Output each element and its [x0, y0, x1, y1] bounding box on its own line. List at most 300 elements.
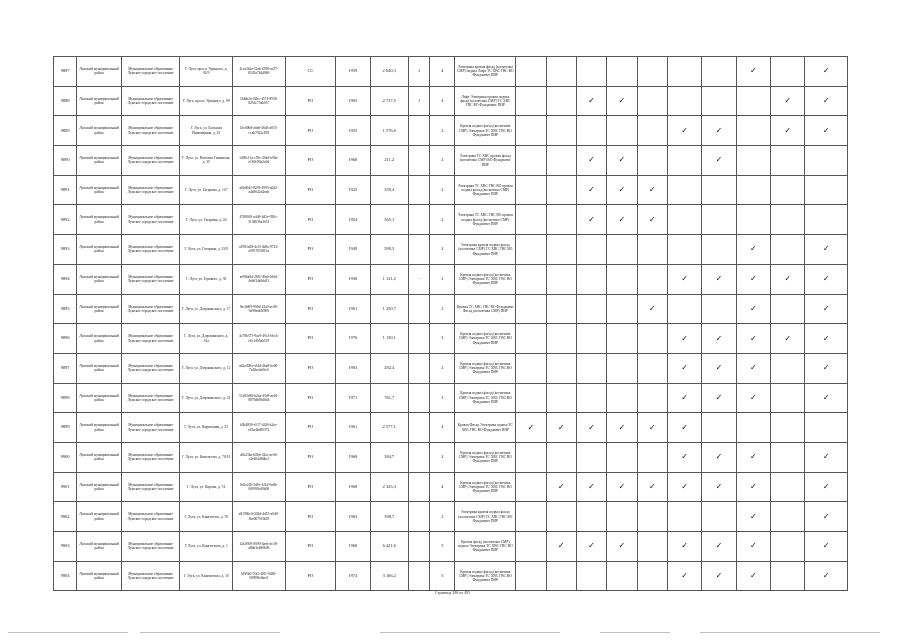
management-form-cell: РО [285, 561, 336, 591]
guid-cell: 0d1e226-5d0c-4f1d-9a0b-0f0990cd9b00 [233, 472, 286, 502]
address-cell: Г. Луга, ул. Гагарина, д. 33/9 [180, 235, 233, 265]
check-mark-icon: ✓ [715, 392, 723, 402]
settlement-cell: Муниципальное образование Лужское городское поселение [121, 324, 180, 354]
housing-register-table [53, 56, 848, 591]
check-cell [771, 442, 805, 472]
check-cell [771, 413, 805, 443]
district-cell: Лужский муниципальный район [77, 472, 122, 502]
check-mark-icon: ✓ [681, 452, 688, 462]
works-list-cell: Кровля подвал фасад (косметика СМР) Электрика ТС ХВС ГВС ВО Фундамент ПИР [455, 472, 516, 502]
check-cell [516, 235, 546, 265]
settlement-cell: Муниципальное образование Лужское городское поселение [121, 175, 180, 205]
guid-cell: 51e82e80-b2aa-45e8-ae26-8876468fd0d4 [233, 383, 286, 413]
area-cell: 2 737,5 [370, 86, 408, 116]
check-cell [805, 264, 848, 294]
area-cell: 211,2 [370, 146, 408, 176]
check-cell [576, 116, 606, 146]
check-cell [637, 116, 667, 146]
check-cell [516, 324, 546, 354]
address-cell: Г. Луга, ул. Кингисепп, д. 78 [180, 502, 233, 532]
management-form-cell: РО [285, 294, 336, 324]
district-cell: Лужский муниципальный район [77, 175, 122, 205]
check-mark-icon: ✓ [681, 274, 688, 284]
table-row [54, 294, 848, 324]
check-cell [516, 383, 546, 413]
address-cell: Г. Луга, просп. Урицкого, д. 92/9 [180, 57, 233, 87]
check-cell [702, 86, 736, 116]
floors-a-cell [408, 472, 429, 502]
check-cell [576, 294, 606, 324]
check-cell [546, 235, 576, 265]
area-cell: 282,4 [370, 353, 408, 383]
table-row [54, 264, 848, 294]
check-mark-icon: ✓ [749, 571, 757, 581]
check-cell [607, 175, 637, 205]
floors-a-cell [408, 383, 429, 413]
row-number: 9898 [54, 383, 77, 413]
settlement-cell: Муниципальное образование Лужское городское поселение [121, 383, 180, 413]
check-mark-icon: ✓ [715, 333, 723, 343]
check-cell [805, 324, 848, 354]
check-mark-icon: ✓ [749, 66, 757, 76]
check-cell [637, 324, 667, 354]
floors-b-cell: 4 [430, 57, 455, 87]
year-cell: 1949 [336, 235, 370, 265]
check-cell [607, 413, 637, 443]
year-cell: 1963 [336, 502, 370, 532]
check-mark-icon: ✓ [588, 422, 595, 432]
check-cell [546, 116, 576, 146]
check-cell [637, 353, 667, 383]
settlement-cell: Муниципальное образование Лужское городское поселение [121, 413, 180, 443]
table-row [54, 442, 848, 472]
guid-cell: a1981a58-4c5f-4d8a-9723-e0917f03813a [233, 235, 286, 265]
check-mark-icon: ✓ [618, 481, 626, 491]
settlement-cell: Муниципальное образование Лужское городское поселение [121, 86, 180, 116]
check-cell [702, 561, 736, 591]
check-cell [667, 561, 701, 591]
check-cell [546, 57, 576, 87]
area-cell: 2 640,3 [370, 57, 408, 87]
check-cell [607, 116, 637, 146]
works-list-cell: Кровля подвал фасад (косметика СМР) Электрика ТС ХВС ГВС ВО Фундамент ПИР [455, 383, 516, 413]
check-mark-icon: ✓ [822, 392, 830, 402]
check-cell [736, 294, 770, 324]
row-number: 9901 [54, 472, 77, 502]
check-mark-icon: ✓ [784, 96, 792, 106]
check-cell [805, 561, 848, 591]
year-cell: 1959 [336, 57, 370, 87]
district-cell: Лужский муниципальный район [77, 353, 122, 383]
check-mark-icon: ✓ [588, 155, 595, 165]
check-mark-icon: ✓ [648, 214, 656, 224]
check-cell [702, 264, 736, 294]
management-form-cell: РО [285, 116, 336, 146]
check-mark-icon: ✓ [715, 571, 723, 581]
scan-footer-strip [0, 632, 905, 636]
table-row [54, 532, 848, 562]
management-form-cell: СС [285, 57, 336, 87]
page-number: Страница 286 из 493 [434, 590, 471, 595]
check-cell [637, 472, 667, 502]
check-mark-icon: ✓ [681, 125, 688, 135]
check-cell [805, 383, 848, 413]
table-row [54, 146, 848, 176]
works-list-cell: Кровля подвал фасад (косметика СМР) Электрика ТС ХВС ГВС ВО Фундамент ПИР [455, 116, 516, 146]
check-cell [546, 353, 576, 383]
address-cell: Г. Луга, просп. Урицкого, д. 99 [180, 86, 233, 116]
check-cell [516, 86, 546, 116]
check-cell [805, 294, 848, 324]
floors-b-cell: 5 [430, 532, 455, 562]
check-cell [546, 472, 576, 502]
check-mark-icon: ✓ [749, 452, 757, 462]
check-cell [702, 294, 736, 324]
check-mark-icon: ✓ [749, 392, 757, 402]
guid-cell: b8f5b0-7fa3-4f01-9d38-50999b4bee5 [233, 561, 286, 591]
check-cell [516, 442, 546, 472]
guid-cell: ae9f6a0d-28f5-49ab-b6fd-4eb034a9dd13 [233, 264, 286, 294]
check-cell [546, 86, 576, 116]
table-row [54, 472, 848, 502]
check-cell [736, 353, 770, 383]
check-cell [516, 205, 546, 235]
address-cell: Г. Луга, ул. Гагарина, д. 147 [180, 175, 233, 205]
check-cell [637, 294, 667, 324]
check-cell [805, 353, 848, 383]
check-cell [637, 205, 667, 235]
settlement-cell: Муниципальное образование Лужское городское поселение [121, 561, 180, 591]
check-mark-icon: ✓ [784, 125, 792, 135]
district-cell: Лужский муниципальный район [77, 57, 122, 87]
management-form-cell: РО [285, 324, 336, 354]
check-cell [607, 57, 637, 87]
check-cell [736, 502, 770, 532]
floors-a-cell [408, 353, 429, 383]
area-cell: 2 325,3 [370, 472, 408, 502]
check-cell [637, 532, 667, 562]
check-mark-icon: ✓ [681, 481, 688, 491]
floors-b-cell: 2 [430, 175, 455, 205]
district-cell: Лужский муниципальный район [77, 146, 122, 176]
table-row [54, 324, 848, 354]
row-number: 9904 [54, 561, 77, 591]
area-cell: 1 576,6 [370, 116, 408, 146]
check-cell [607, 383, 637, 413]
check-cell [736, 472, 770, 502]
area-cell: 384,7 [370, 442, 408, 472]
check-cell [607, 532, 637, 562]
table-row [54, 502, 848, 532]
check-cell [546, 561, 576, 591]
check-cell [546, 383, 576, 413]
check-mark-icon: ✓ [681, 541, 688, 551]
check-cell [736, 146, 770, 176]
check-mark-icon: ✓ [715, 155, 723, 165]
check-cell [805, 86, 848, 116]
table-row [54, 383, 848, 413]
area-cell: 398,7 [370, 502, 408, 532]
check-cell [736, 264, 770, 294]
check-cell [771, 324, 805, 354]
floors-a-cell: - [408, 264, 429, 294]
check-mark-icon: ✓ [749, 303, 757, 313]
check-cell [667, 324, 701, 354]
area-cell: 590,3 [370, 235, 408, 265]
check-mark-icon: ✓ [715, 452, 723, 462]
address-cell: Г. Луга, ул. Василия Тимашова, д. 35 [180, 146, 233, 176]
year-cell: 1965 [336, 86, 370, 116]
guid-cell: 4cca3b2e-f2ab-4598-ac57-8345a7b2d860 [233, 57, 286, 87]
check-cell [576, 383, 606, 413]
floors-a-cell [408, 324, 429, 354]
check-cell [805, 116, 848, 146]
check-mark-icon: ✓ [681, 571, 688, 581]
management-form-cell: РО [285, 472, 336, 502]
floors-b-cell: 4 [430, 86, 455, 116]
row-number: 9896 [54, 324, 77, 354]
check-cell [702, 353, 736, 383]
check-cell [805, 57, 848, 87]
address-cell: Г. Луга, ул. Дзержинского, д. 31 [180, 383, 233, 413]
guid-cell: f2a3f9f0-0000-4aeb-bc38-a8bb3e480b06 [233, 532, 286, 562]
check-cell [516, 116, 546, 146]
table-row [54, 57, 848, 87]
check-cell [805, 205, 848, 235]
row-number: 9899 [54, 413, 77, 443]
check-mark-icon: ✓ [588, 96, 595, 106]
check-cell [516, 175, 546, 205]
address-cell: Г. Луга, ул. Большая Инженерная, д. 25 [180, 116, 233, 146]
row-number: 9894 [54, 264, 77, 294]
check-cell [516, 294, 546, 324]
address-cell: Г. Луга, ул. Гагарина, д. 24 [180, 205, 233, 235]
check-cell [667, 353, 701, 383]
check-mark-icon: ✓ [715, 363, 723, 373]
check-mark-icon: ✓ [557, 481, 565, 491]
year-cell: 1976 [336, 324, 370, 354]
table-row [54, 561, 848, 591]
year-cell: 1961 [336, 413, 370, 443]
settlement-cell: Муниципальное образование Лужское городское поселение [121, 294, 180, 324]
floors-b-cell: 2 [430, 294, 455, 324]
check-cell [607, 235, 637, 265]
check-cell [805, 472, 848, 502]
check-cell [736, 383, 770, 413]
works-list-cell: Электрика ТС ХВС кровля фасад (косметика СМР) ВО Фундамент ПИР [455, 146, 516, 176]
works-list-cell: Кровля ТС ХВС ГВС ВО Фундамент Фасад (косметика СМР) ПИР [455, 294, 516, 324]
check-cell [771, 502, 805, 532]
check-cell [805, 502, 848, 532]
check-cell [805, 146, 848, 176]
check-cell [576, 205, 606, 235]
table-row [54, 353, 848, 383]
table-row [54, 413, 848, 443]
guid-cell: 3f4bb2a-02bc-4574-8936-0254c75ab057 [233, 86, 286, 116]
management-form-cell: РО [285, 502, 336, 532]
floors-a-cell [408, 413, 429, 443]
check-cell [637, 413, 667, 443]
check-mark-icon: ✓ [822, 66, 830, 76]
check-mark-icon: ✓ [715, 125, 723, 135]
check-cell [576, 175, 606, 205]
area-cell: 2 577,1 [370, 413, 408, 443]
table-row [54, 205, 848, 235]
check-cell [771, 57, 805, 87]
settlement-cell: Муниципальное образование Лужское городское поселение [121, 532, 180, 562]
floors-a-cell [408, 235, 429, 265]
check-cell [576, 502, 606, 532]
floors-b-cell: 3 [430, 383, 455, 413]
guid-cell: a5b23ba-b0b6-42ac-ae3d-c4e40d48dbcf [233, 442, 286, 472]
settlement-cell: Муниципальное образование Лужское городское поселение [121, 442, 180, 472]
district-cell: Лужский муниципальный район [77, 205, 122, 235]
works-list-cell: Кровля подвал фасад (косметика СМР) Электрика ТС ХВС ГВС ВО Фундамент ПИР [455, 561, 516, 591]
year-cell: 1961 [336, 294, 370, 324]
check-cell [667, 146, 701, 176]
works-list-cell: Электрика ТС ХВС ГВС ВО кровля подвал фасад (косметика СМР) Фундамент ПИР [455, 205, 516, 235]
floors-b-cell: 2 [430, 502, 455, 532]
floors-a-cell [408, 442, 429, 472]
check-cell [607, 561, 637, 591]
check-mark-icon: ✓ [618, 96, 626, 106]
check-cell [637, 264, 667, 294]
check-mark-icon: ✓ [822, 541, 830, 551]
check-mark-icon: ✓ [784, 333, 792, 343]
check-cell [667, 294, 701, 324]
floors-a-cell [408, 146, 429, 176]
check-cell [546, 532, 576, 562]
address-cell: Г. Луга, ул. Дзержинского, д. 17 [180, 294, 233, 324]
floors-b-cell: 2 [430, 146, 455, 176]
check-cell [516, 264, 546, 294]
row-number: 9902 [54, 502, 77, 532]
check-cell [516, 353, 546, 383]
check-cell [516, 413, 546, 443]
works-list-cell: Кровля Фасад Электрика подвал ТС ХВС ГВС ВО Фундамент ПИР [455, 413, 516, 443]
check-mark-icon: ✓ [822, 481, 830, 491]
check-cell [736, 442, 770, 472]
table-row [54, 235, 848, 265]
management-form-cell: РО [285, 413, 336, 443]
works-list-cell: Электрика кровля подвал фасад (косметика СМР) ТС ХВС ГВС ВО Фундамент ПИР [455, 235, 516, 265]
check-cell [607, 294, 637, 324]
check-cell [771, 561, 805, 591]
check-mark-icon: ✓ [618, 185, 626, 195]
check-cell [516, 57, 546, 87]
check-cell [576, 57, 606, 87]
check-mark-icon: ✓ [681, 392, 688, 402]
guid-cell: 1d09c11a-c59c-40a0-b90a-e160c90a2e0d [233, 146, 286, 176]
works-list-cell: Электрика кровля фасад (косметика СМР) подвал Лифт ТС ХВС ГВС ВО Фундамент ПИР [455, 57, 516, 87]
check-cell [736, 57, 770, 87]
check-mark-icon: ✓ [784, 274, 792, 284]
check-cell [546, 146, 576, 176]
check-mark-icon: ✓ [681, 333, 688, 343]
check-cell [637, 442, 667, 472]
check-mark-icon: ✓ [557, 422, 565, 432]
check-cell [736, 561, 770, 591]
management-form-cell: РО [285, 146, 336, 176]
check-cell [546, 324, 576, 354]
check-cell [516, 561, 546, 591]
row-number: 9900 [54, 442, 77, 472]
check-cell [607, 324, 637, 354]
row-number: 9891 [54, 175, 77, 205]
check-cell [702, 532, 736, 562]
check-cell [667, 175, 701, 205]
works-list-cell: Кровля фасад (косметика СМР) подвал Электрика ТС ХВС ГВС ВО Фундамент ПИР [455, 532, 516, 562]
guid-cell: 9ec0d09-990d-42a9-ac08-9a99eab5f909 [233, 294, 286, 324]
check-cell [736, 235, 770, 265]
check-cell [736, 175, 770, 205]
works-list-cell: Кровля подвал фасад (косметика СМР) Электрика ТС ХВС ГВС ВО Фундамент ПИР [455, 264, 516, 294]
check-cell [637, 175, 667, 205]
row-number: 9903 [54, 532, 77, 562]
check-cell [607, 472, 637, 502]
floors-b-cell: 3 [430, 324, 455, 354]
year-cell: 1960 [336, 532, 370, 562]
floors-a-cell [408, 175, 429, 205]
check-cell [607, 353, 637, 383]
table-row [54, 86, 848, 116]
district-cell: Лужский муниципальный район [77, 502, 122, 532]
floors-b-cell: 2 [430, 116, 455, 146]
settlement-cell: Муниципальное образование Лужское городское поселение [121, 57, 180, 87]
year-cell: 1954 [336, 205, 370, 235]
check-mark-icon: ✓ [822, 452, 830, 462]
check-mark-icon: ✓ [681, 363, 688, 373]
check-cell [667, 57, 701, 87]
check-cell [702, 175, 736, 205]
floors-a-cell [408, 532, 429, 562]
check-cell [637, 57, 667, 87]
settlement-cell: Муниципальное образование Лужское городское поселение [121, 116, 180, 146]
floors-b-cell: 4 [430, 472, 455, 502]
check-mark-icon: ✓ [618, 541, 626, 551]
floors-a-cell [408, 294, 429, 324]
works-list-cell: Лифт Электрика кровля подвал фасад (косметика СМР) ТС ХВС ГВС ВО Фундамент ПИР [455, 86, 516, 116]
check-cell [576, 264, 606, 294]
works-list-cell: Электрика кровля подвал фасад (косметика СМР) ТС ХВС ГВС ВО Фундамент ПИР [455, 502, 516, 532]
check-mark-icon: ✓ [648, 481, 656, 491]
check-cell [607, 264, 637, 294]
check-cell [516, 146, 546, 176]
check-mark-icon: ✓ [822, 303, 830, 313]
check-mark-icon: ✓ [715, 541, 723, 551]
check-cell [637, 146, 667, 176]
check-mark-icon: ✓ [648, 185, 656, 195]
check-cell [667, 502, 701, 532]
area-cell: 761,7 [370, 383, 408, 413]
year-cell: 1955 [336, 116, 370, 146]
check-cell [736, 532, 770, 562]
year-cell: 1925 [336, 175, 370, 205]
check-cell [702, 116, 736, 146]
settlement-cell: Муниципальное образование Лужское городское поселение [121, 502, 180, 532]
check-cell [667, 532, 701, 562]
check-cell [805, 532, 848, 562]
check-cell [667, 383, 701, 413]
check-cell [546, 294, 576, 324]
district-cell: Лужский муниципальный район [77, 116, 122, 146]
check-mark-icon: ✓ [557, 541, 565, 551]
settlement-cell: Муниципальное образование Лужское городское поселение [121, 264, 180, 294]
floors-a-cell: 1 [408, 86, 429, 116]
check-mark-icon: ✓ [588, 214, 595, 224]
management-form-cell: РО [285, 264, 336, 294]
check-cell [667, 116, 701, 146]
